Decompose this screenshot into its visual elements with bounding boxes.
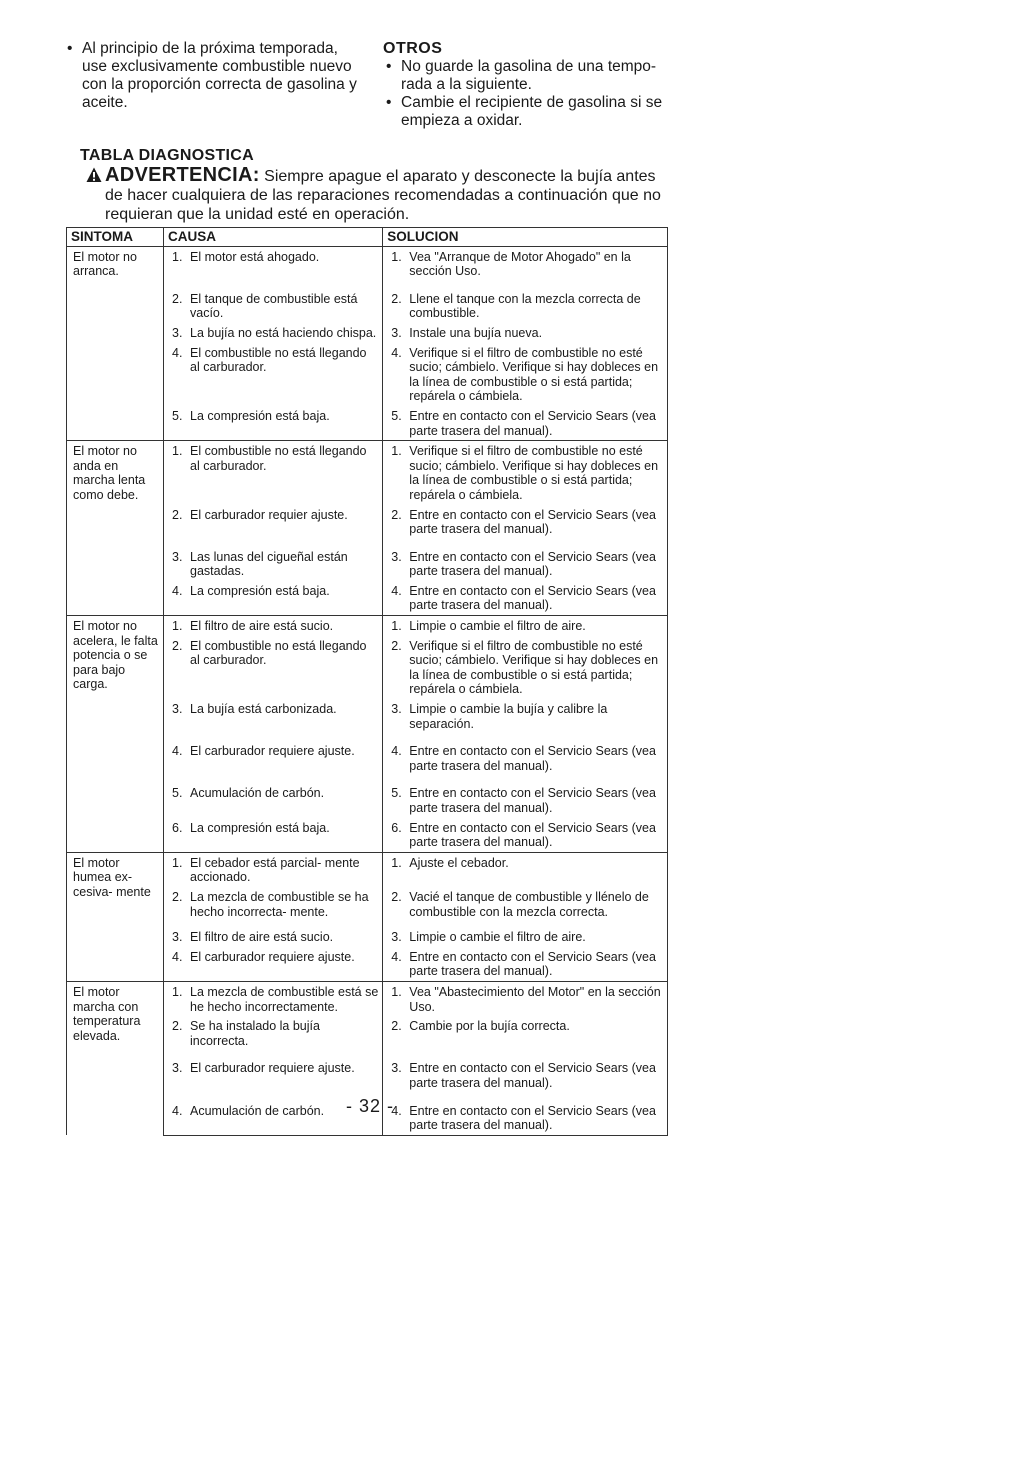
cause-cell [164, 699, 383, 741]
cause-text: La compresión está baja. [190, 820, 330, 835]
solution-number: 6. [391, 820, 402, 835]
otros-title: OTROS [383, 40, 443, 57]
cause-number: 3. [172, 549, 183, 564]
solution-number: 1. [391, 984, 402, 999]
cause-text: Se ha instalado la bujía incorrecta. [190, 1019, 320, 1048]
cause-cell [164, 547, 383, 581]
intro-left-column [64, 40, 364, 112]
otros-section [383, 40, 683, 130]
cause-item [168, 950, 378, 965]
cause-cell [164, 343, 383, 406]
solution-text: Limpie o cambie la bujía y calibre la separación. [409, 702, 608, 731]
solution-text: Entre en contacto con el Servicio Sears (vea parte trasera del manual). [409, 1103, 656, 1133]
cause-item [168, 639, 378, 668]
cause-number: 3. [172, 325, 183, 340]
table-row [67, 852, 668, 887]
page-number: - 32 - [345, 1096, 394, 1116]
solution-text: Entre en contacto con el Servicio Sears (vea parte trasera del manual). [409, 1061, 656, 1090]
cause-item [168, 821, 378, 836]
cause-number: 1. [172, 444, 183, 459]
warning-block [88, 166, 668, 224]
cause-cell [164, 246, 383, 289]
cause-cell [164, 818, 383, 853]
cause-cell [164, 1058, 383, 1100]
otros-bullet-text: Cambie el recipiente de gasolina si se empieza a oxidar. [401, 94, 663, 129]
cause-item [168, 250, 378, 265]
cause-number: 2. [172, 507, 183, 522]
solution-number: 1. [391, 249, 402, 264]
cause-cell [164, 741, 383, 783]
solution-number: 4. [391, 583, 402, 598]
cause-cell [164, 441, 383, 505]
cause-cell [164, 887, 383, 927]
solution-item [387, 550, 663, 579]
solution-item [387, 346, 663, 404]
warning-first-line [88, 166, 668, 186]
solution-number: 2. [391, 1019, 402, 1034]
solution-number: 3. [391, 1061, 402, 1076]
solution-cell [383, 947, 668, 982]
solution-number: 3. [391, 930, 402, 945]
solution-cell [383, 441, 668, 505]
solution-number: 5. [391, 786, 402, 801]
cause-cell [164, 927, 383, 947]
otros-bullet [383, 94, 683, 130]
cause-item [168, 584, 378, 599]
cause-cell [164, 505, 383, 547]
diagnostic-table-body [67, 246, 668, 1135]
cause-cell [164, 783, 383, 817]
solution-text: Entre en contacto con el Servicio Sears (vea parte trasera del manual). [409, 549, 656, 579]
cause-cell [164, 981, 383, 1016]
cause-number: 4. [172, 583, 183, 598]
solution-number: 4. [391, 345, 402, 360]
solution-text: Verifique si el filtro de combustible no esté sucio; cámbielo. Verifique si hay dobleces en la línea de combustible o si está partida; repárela o cámbiela. [409, 345, 659, 404]
cause-text: El carburador requier ajuste. [190, 507, 348, 522]
cause-number: 1. [172, 855, 183, 870]
cause-text: El carburador requiere ajuste. [190, 1061, 355, 1076]
cause-item [168, 444, 378, 473]
symptom-cell [67, 852, 164, 981]
solution-number: 5. [391, 408, 402, 423]
cause-text: Acumulación de carbón. [190, 1103, 325, 1118]
cause-number: 2. [172, 638, 183, 653]
cause-text: El carburador requiere ajuste. [190, 744, 355, 759]
solution-number: 3. [391, 702, 402, 717]
warning-triangle-icon [86, 167, 102, 183]
solution-item [387, 619, 663, 634]
solution-cell [383, 289, 668, 323]
cause-cell [164, 852, 383, 887]
cause-item [168, 1061, 378, 1076]
cause-item [168, 292, 378, 321]
solution-cell [383, 1016, 668, 1058]
solution-text: Entre en contacto con el Servicio Sears (vea parte trasera del manual). [409, 408, 656, 438]
cause-item [168, 326, 378, 341]
cause-text: El combustible no está llegando al carburador. [190, 638, 367, 668]
solution-number: 3. [391, 325, 402, 340]
cause-number: 6. [172, 820, 183, 835]
cause-number: 1. [172, 619, 183, 634]
solution-item [387, 508, 663, 537]
solution-cell [383, 981, 668, 1016]
cause-number: 3. [172, 702, 183, 717]
intro-bullet [64, 40, 364, 112]
solution-number: 1. [391, 619, 402, 634]
cause-item [168, 346, 378, 375]
symptom-cell [67, 616, 164, 853]
symptom-cell [67, 246, 164, 441]
cause-text: La mezcla de combustible está se he hecho incorrectamente. [190, 984, 379, 1014]
symptom-text: El motor no arranca. [73, 249, 137, 279]
cause-item [168, 930, 378, 945]
solution-cell [383, 818, 668, 853]
cause-number: 3. [172, 930, 183, 945]
solution-cell [383, 741, 668, 783]
header-solucion: SOLUCION [383, 228, 668, 247]
table-header-row [67, 228, 668, 247]
solution-cell [383, 323, 668, 343]
table-row [67, 616, 668, 636]
solution-text: Entre en contacto con el Servicio Sears (vea parte trasera del manual). [409, 744, 656, 773]
solution-cell [383, 406, 668, 441]
solution-item [387, 702, 663, 731]
solution-item [387, 409, 663, 438]
cause-number: 1. [172, 249, 183, 264]
header-sintoma: SINTOMA [67, 228, 164, 247]
solution-number: 4. [391, 1103, 402, 1118]
solution-number: 3. [391, 549, 402, 564]
warning-text-rest: de hacer cualquiera de las reparaciones recomendadas a continuación que no requieran que la unidad esté en operación. [105, 187, 661, 223]
otros-bullet-text: No guarde la gasolina de una tempo- rada a la siguiente. [401, 58, 657, 93]
solution-item [387, 1061, 663, 1090]
cause-cell [164, 636, 383, 699]
cause-item [168, 508, 378, 523]
solution-cell [383, 246, 668, 289]
cause-item [168, 619, 378, 634]
warning-text-first: Siempre apague el aparato y desconecte la bujía antes [264, 168, 656, 185]
solution-item [387, 744, 663, 773]
cause-cell [164, 323, 383, 343]
cause-item [168, 1019, 378, 1048]
solution-cell [383, 616, 668, 636]
solution-text: Entre en contacto con el Servicio Sears (vea parte trasera del manual). [409, 507, 656, 537]
cause-text: La bujía está carbonizada. [190, 702, 337, 717]
cause-number: 1. [172, 984, 183, 999]
solution-text: Ajuste el cebador. [409, 855, 509, 870]
solution-cell [383, 927, 668, 947]
solution-cell [383, 699, 668, 741]
solution-text: Limpie o cambie el filtro de aire. [409, 619, 586, 634]
bullet-dot-icon: • [386, 94, 392, 111]
cause-item [168, 409, 378, 424]
solution-item [387, 821, 663, 850]
cause-number: 4. [172, 949, 183, 964]
solution-cell [383, 505, 668, 547]
cause-item [168, 744, 378, 759]
solution-cell [383, 887, 668, 927]
cause-text: La compresión está baja. [190, 408, 330, 423]
solution-cell [383, 1058, 668, 1100]
cause-text: El carburador requiere ajuste. [190, 949, 355, 964]
solution-item [387, 1019, 663, 1034]
solution-item [387, 890, 663, 919]
solution-number: 1. [391, 444, 402, 459]
cause-text: El cebador está parcial- mente accionado. [190, 855, 360, 885]
solution-item [387, 985, 663, 1014]
solution-number: 2. [391, 507, 402, 522]
solution-item [387, 856, 663, 871]
symptom-cell [67, 441, 164, 616]
solution-item [387, 639, 663, 697]
solution-text: Instale una bujía nueva. [409, 325, 543, 340]
cause-text: El motor está ahogado. [190, 249, 320, 264]
cause-cell [164, 289, 383, 323]
cause-number: 4. [172, 345, 183, 360]
solution-item [387, 444, 663, 502]
cause-item [168, 890, 378, 919]
symptom-text: El motor marcha con temperatura elevada. [73, 984, 141, 1043]
solution-item [387, 326, 663, 341]
table-row [67, 246, 668, 289]
solution-text: Entre en contacto con el Servicio Sears (vea parte trasera del manual). [409, 949, 656, 979]
solution-text: Vacié el tanque de combustible y llénelo de combustible con la mezcla correcta. [409, 889, 649, 919]
cause-number: 4. [172, 1103, 183, 1118]
diagnostic-table [66, 227, 668, 1136]
cause-item [168, 856, 378, 885]
solution-text: Verifique si el filtro de combustible no esté sucio; cámbielo. Verifique si hay dobleces en la línea de combustible o si está partida; repárela o cámbiela. [409, 444, 659, 502]
cause-number: 2. [172, 889, 183, 904]
cause-cell [164, 406, 383, 441]
cause-item [168, 550, 378, 579]
solution-text: Llene el tanque con la mezcla correcta de combustible. [409, 291, 641, 321]
solution-cell [383, 636, 668, 699]
solution-cell [383, 783, 668, 817]
solution-number: 4. [391, 949, 402, 964]
cause-text: La bujía no está haciendo chispa. [190, 325, 377, 340]
cause-text: Las lunas del cigueñal están gastadas. [190, 549, 348, 579]
cause-cell [164, 1016, 383, 1058]
solution-cell [383, 547, 668, 581]
solution-number: 4. [391, 744, 402, 759]
solution-number: 2. [391, 291, 402, 306]
cause-number: 2. [172, 1019, 183, 1034]
bullet-dot-icon: • [386, 58, 392, 75]
solution-cell [383, 581, 668, 616]
cause-item [168, 985, 378, 1014]
warning-label: ADVERTENCIA: [105, 164, 260, 186]
cause-item [168, 786, 378, 801]
solution-number: 2. [391, 889, 402, 904]
cause-text: El filtro de aire está sucio. [190, 930, 334, 945]
solution-cell [383, 343, 668, 406]
solution-text: Entre en contacto con el Servicio Sears (vea parte trasera del manual). [409, 786, 656, 815]
tabla-diagnostica-title: TABLA DIAGNOSTICA [80, 147, 254, 164]
solution-text: Entre en contacto con el Servicio Sears (vea parte trasera del manual). [409, 820, 656, 850]
solution-text: Vea "Arranque de Motor Ahogado" en la sección Uso. [409, 249, 631, 279]
cause-number: 2. [172, 291, 183, 306]
solution-text: Entre en contacto con el Servicio Sears (vea parte trasera del manual). [409, 583, 656, 613]
solution-number: 1. [391, 855, 402, 870]
cause-number: 5. [172, 408, 183, 423]
intro-bullet-text: Al principio de la próxima temporada, use exclusivamente combustible nuevo con la proporción correcta de gasolina y aceite. [82, 40, 357, 111]
cause-number: 5. [172, 786, 183, 801]
solution-item [387, 292, 663, 321]
cause-cell [164, 616, 383, 636]
solution-text: Cambie por la bujía correcta. [409, 1019, 570, 1034]
solution-item [387, 250, 663, 279]
symptom-text: El motor no acelera, le falta potencia o se para bajo carga. [73, 619, 158, 692]
cause-number: 3. [172, 1061, 183, 1076]
cause-text: Acumulación de carbón. [190, 786, 325, 801]
solution-number: 2. [391, 638, 402, 653]
solution-item [387, 786, 663, 815]
solution-text: Vea "Abastecimiento del Motor" en la sección Uso. [409, 984, 661, 1014]
table-row [67, 441, 668, 505]
solution-text: Verifique si el filtro de combustible no esté sucio; cámbielo. Verifique si hay dobleces en la línea de combustible o si está partida; repárela o cámbiela. [409, 638, 659, 697]
cause-text: El combustible no está llegando al carburador. [190, 345, 367, 375]
cause-cell [164, 947, 383, 982]
cause-text: La mezcla de combustible se ha hecho incorrecta- mente. [190, 889, 369, 919]
solution-cell [383, 852, 668, 887]
symptom-text: El motor no anda en marcha lenta como debe. [73, 444, 146, 502]
bullet-dot-icon: • [67, 40, 73, 57]
cause-cell [164, 581, 383, 616]
solution-item [387, 584, 663, 613]
cause-text: El combustible no está llegando al carburador. [190, 444, 367, 473]
cause-number: 4. [172, 744, 183, 759]
solution-item [387, 930, 663, 945]
cause-text: La compresión está baja. [190, 583, 330, 598]
solution-text: Limpie o cambie el filtro de aire. [409, 930, 586, 945]
table-row [67, 981, 668, 1016]
cause-text: El tanque de combustible está vacío. [190, 291, 358, 321]
header-causa: CAUSA [164, 228, 383, 247]
symptom-text: El motor humea ex- cesiva- mente [73, 855, 151, 899]
otros-bullet [383, 58, 683, 94]
solution-item [387, 950, 663, 979]
cause-item [168, 702, 378, 717]
cause-text: El filtro de aire está sucio. [190, 619, 334, 634]
